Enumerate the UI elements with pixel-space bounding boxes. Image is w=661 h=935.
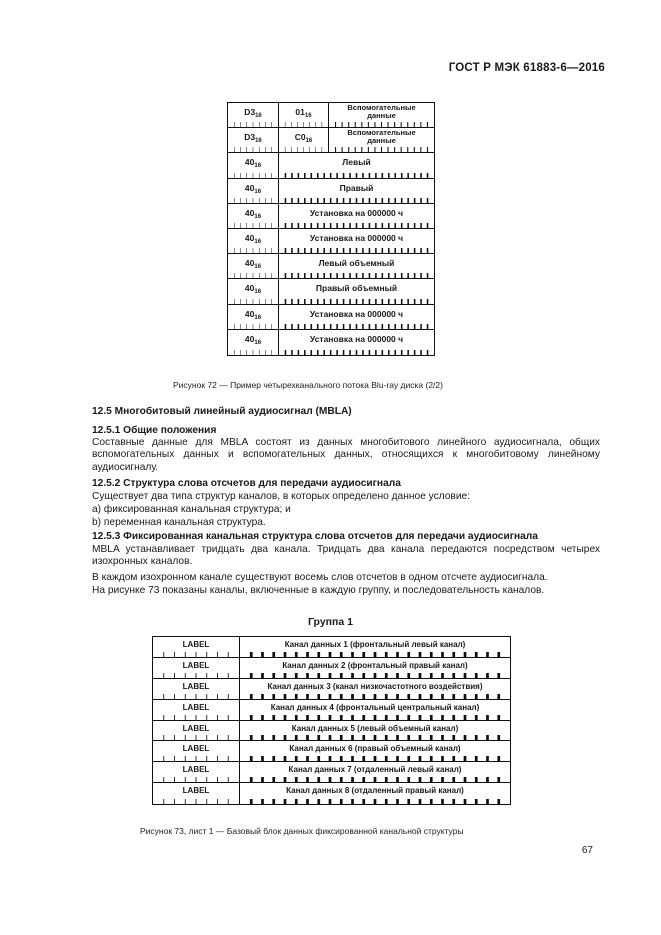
label-text: LABEL	[182, 765, 210, 775]
figure-73-cell	[239, 700, 510, 720]
section-12-5-3-p3: На рисунке 73 показаны каналы, включенные в каждую группу, и последовательность каналов.	[92, 585, 545, 596]
cell-text: $40_{16}$	[244, 157, 262, 170]
figure-73-cell	[153, 658, 239, 678]
figure-72-cell	[278, 330, 434, 355]
figure-73-row	[153, 679, 510, 700]
figure-72-row	[228, 330, 434, 355]
cell-text: $40_{16}$	[244, 182, 262, 195]
figure-73-row	[153, 700, 510, 721]
figure-73-cell	[239, 783, 510, 804]
figure-72-cell	[278, 229, 434, 253]
figure-73-row	[153, 762, 510, 783]
label-text: LABEL	[182, 786, 210, 796]
figure-72-row	[228, 279, 434, 304]
figure-72-cell	[228, 330, 278, 355]
figure-72-row	[228, 128, 434, 153]
figure-73-cell	[153, 741, 239, 761]
cell-text: Установка на 000000 ч	[309, 308, 404, 319]
channel-text: Канал данных 4 (фронтальный центральный канал)	[270, 702, 480, 712]
figure-72-cell	[278, 128, 328, 152]
channel-text: Канал данных 1 (фронтальный левый канал)	[284, 640, 466, 649]
figure-72-cell	[228, 128, 278, 152]
cell-text: $40_{16}$	[244, 258, 262, 271]
figure-73-cell	[239, 679, 510, 699]
figure-72-cell	[228, 103, 278, 127]
label-text: LABEL	[182, 660, 210, 670]
figure-73-cell	[239, 762, 510, 782]
section-12-5-3-title: 12.5.3 Фиксированная канальная структура слова отсчетов для передачи аудиосигнала	[92, 531, 538, 542]
section-12-5-1-title: 12.5.1 Общие положения	[92, 425, 217, 436]
channel-text: Канал данных 6 (правый объемный канал)	[289, 744, 461, 754]
figure-73-cell	[239, 658, 510, 678]
figure-73-row	[153, 658, 510, 679]
figure-73-cell	[153, 783, 239, 804]
figure-73-caption: Рисунок 73, лист 1 — Базовый блок данных фиксированной канальной структуры	[140, 826, 464, 836]
figure-73-cell	[239, 741, 510, 761]
figure-72-cell	[278, 254, 434, 278]
figure-72-cell	[228, 204, 278, 228]
figure-73-row	[153, 721, 510, 742]
figure-72-cell	[278, 305, 434, 329]
section-12-5-3-p2: В каждом изохронном канале существуют восемь слов отсчетов в одном отсчете аудиосигнала.	[92, 572, 548, 583]
channel-text: Канал данных 2 (фронтальный правый канал)	[282, 660, 468, 670]
cell-text: Установка на 000000 ч	[309, 207, 404, 218]
label-text: LABEL	[182, 640, 210, 649]
figure-72-cell	[278, 103, 328, 127]
figure-72-cell	[228, 153, 278, 177]
page-number: 67	[581, 845, 593, 856]
channel-text: Канал данных 8 (отдаленный правый канал)	[286, 786, 464, 796]
cell-text: Установка на 000000 ч	[309, 333, 404, 344]
cell-text: Левый	[342, 157, 371, 168]
section-12-5-2-title: 12.5.2 Структура слова отсчетов для передачи аудиосигнала	[92, 478, 401, 489]
figure-72-row	[228, 179, 434, 204]
figure-73-cell	[239, 721, 510, 741]
group-1-title: Группа 1	[308, 616, 353, 628]
label-text: LABEL	[182, 681, 210, 691]
section-12-5-1-text: Составные данные для MBLA состоят из данных многобитового линейного аудиосигнала, общих вспомогательных данных и вспомогательных данных, относящихся к многобитовому линейному аудиосигналу.	[92, 437, 600, 473]
cell-text: Правый объемный	[315, 283, 398, 294]
list-item-b: b) переменная канальная структура.	[92, 517, 266, 528]
document-header: ГОСТ Р МЭК 61883-6—2016	[448, 62, 605, 74]
figure-72-cell	[328, 128, 434, 152]
figure-72-caption: Рисунок 72 — Пример четырехканального потока Blu-ray диска (2/2)	[173, 380, 443, 390]
figure-73-cell	[153, 637, 239, 657]
figure-72-cell	[278, 279, 434, 303]
figure-72-cell	[278, 204, 434, 228]
cell-text: $40_{16}$	[244, 283, 262, 296]
cell-text: $40_{16}$	[244, 308, 262, 321]
cell-text: Правый	[339, 182, 374, 193]
cell-text: $40_{16}$	[244, 207, 262, 220]
section-12-5-2-text: Существует два типа структур каналов, в которых определено данное условие:	[92, 491, 471, 502]
cell-text: $40_{16}$	[244, 333, 262, 346]
figure-73-row	[153, 741, 510, 762]
cell-text: $40_{16}$	[244, 233, 262, 245]
figure-72-row	[228, 103, 434, 128]
cell-text: Установка на 000000 ч	[309, 233, 404, 243]
figure-73-cell	[239, 637, 510, 657]
figure-73-cell	[153, 721, 239, 741]
figure-73-cell	[153, 679, 239, 699]
channel-text: Канал данных 7 (отдаленный левый канал)	[288, 765, 462, 775]
figure-73-cell	[153, 762, 239, 782]
figure-72-row	[228, 204, 434, 229]
figure-73-row	[153, 637, 510, 658]
cell-text: $D3_{16}$	[244, 132, 262, 145]
cell-text: Левый объемный	[318, 258, 395, 269]
figure-72-cell	[278, 153, 434, 177]
figure-73-cell	[153, 700, 239, 720]
channel-text: Канал данных 3 (канал низкочастотного воздействия)	[267, 681, 483, 691]
figure-72-cell	[328, 103, 434, 127]
cell-text: Вспомогательные данные	[347, 128, 416, 145]
figure-73-row	[153, 783, 510, 804]
figure-72-cell	[228, 229, 278, 253]
label-text: LABEL	[182, 723, 210, 733]
cell-text: $01_{16}$	[295, 107, 312, 119]
figure-72-cell	[228, 305, 278, 329]
cell-text: $D3_{16}$	[244, 107, 262, 119]
label-text: LABEL	[182, 744, 210, 754]
figure-72-cell	[278, 179, 434, 203]
figure-72-row	[228, 305, 434, 330]
figure-72-row	[228, 254, 434, 279]
list-item-a: a) фиксированная канальная структура; и	[92, 504, 291, 515]
section-12-5-3-p1: MBLA устанавливает тридцать два канала. Тридцать два канала передаются посредством четырех изохронных каналов.	[92, 544, 600, 568]
figure-72-cell	[228, 254, 278, 278]
label-text: LABEL	[182, 702, 210, 712]
figure-72-table	[227, 102, 435, 356]
figure-73-table	[152, 636, 511, 805]
figure-72-cell	[228, 279, 278, 303]
cell-text: Вспомогательные данные	[347, 103, 416, 120]
channel-text: Канал данных 5 (левый объемный канал)	[291, 723, 459, 733]
figure-72-row	[228, 153, 434, 178]
section-12-5-title: 12.5 Многобитовый линейный аудиосигнал (MBLA)	[92, 406, 352, 417]
cell-text: $C0_{16}$	[294, 132, 313, 145]
figure-72-cell	[228, 179, 278, 203]
figure-72-row	[228, 229, 434, 254]
